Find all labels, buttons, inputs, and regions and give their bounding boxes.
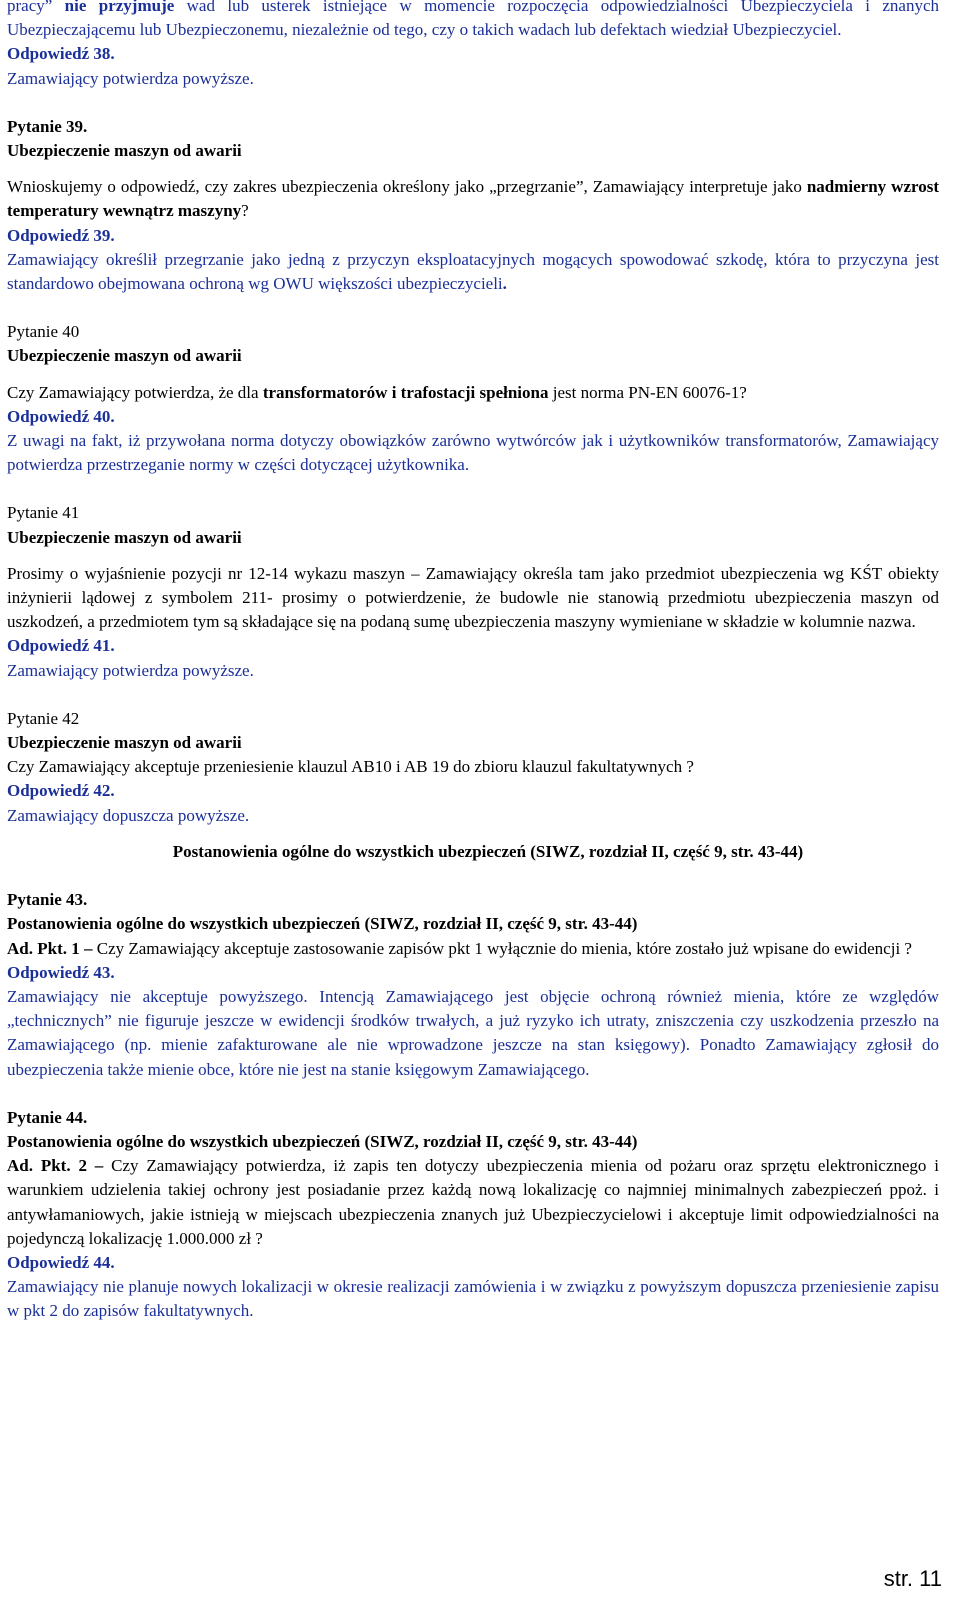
answer-44-label: Odpowiedź 44. — [7, 1252, 115, 1272]
answer-42-label: Odpowiedź 42. — [7, 781, 115, 801]
text-run: . — [502, 274, 507, 294]
question-39-label: Pytanie 39. — [7, 116, 88, 136]
answer-40-text: Z uwagi na fakt, iż przywołana norma dotyczy obowiązków zarówno wytwórców jak i użytkowników transformatorów, Zamawiający potwierdza przestrzeganie normy w części dotyczącej użytkownika. — [7, 431, 939, 475]
answer-39-text — [7, 248, 939, 296]
answer-41-text: Zamawiający potwierdza powyższe. — [7, 660, 254, 680]
question-39-topic: Ubezpieczenie maszyn od awarii — [7, 141, 242, 161]
text-run: Zamawiający określił przegrzanie jako jedną z przyczyn eksploatacyjnych mogących spowodować szkodę, która to przyczyna jest standardowo obejmowana ochroną wg OWU większości ubezpieczycieli — [7, 249, 939, 294]
question-40-text — [7, 381, 939, 405]
question-42-label: Pytanie 42 — [7, 708, 80, 728]
question-42-text: Czy Zamawiający akceptuje przeniesienie klauzul AB10 i AB 19 do zbioru klauzul fakultatywnych ? — [7, 757, 694, 777]
answer-40-label: Odpowiedź 40. — [7, 406, 115, 426]
answer-43-text: Zamawiający nie akceptuje powyższego. Intencją Zamawiającego jest objęcie ochroną również mienia, które ze względów „technicznych” nie figuruje jeszcze w ewidencji środków trwałych, a już ryzyko ich utraty, zniszczenia czy uszkodzenia przeszło na Zamawiającego (np. mienie zafakturowane ale nie wprowadzone jeszcze na stan księgowy). Ponadto Zamawiający zgłosił do ubezpieczenia także mienie obce, które nie jest na stanie księgowym Zamawiającego. — [7, 986, 939, 1079]
question-43-text — [7, 937, 939, 961]
point-reference: Ad. Pkt. 1 – — [7, 938, 93, 958]
emphasis-text: nie przyjmuje — [64, 0, 175, 15]
document-page — [7, 0, 939, 1324]
text-run: Czy Zamawiający potwierdza, że dla — [7, 382, 263, 402]
answer-43-label: Odpowiedź 43. — [7, 962, 115, 982]
answer-38-text: Zamawiający potwierdza powyższe. — [7, 68, 254, 88]
continuation-paragraph — [7, 0, 939, 42]
question-41-topic: Ubezpieczenie maszyn od awarii — [7, 527, 242, 547]
question-41-label: Pytanie 41 — [7, 503, 80, 523]
question-44-topic: Postanowienia ogólne do wszystkich ubezpieczeń (SIWZ, rozdział II, część 9, str. 43-44) — [7, 1131, 638, 1151]
question-43-label: Pytanie 43. — [7, 890, 88, 910]
question-40-topic: Ubezpieczenie maszyn od awarii — [7, 346, 242, 366]
text-run: jest norma PN-EN 60076-1? — [548, 382, 747, 402]
question-42-topic: Ubezpieczenie maszyn od awarii — [7, 733, 242, 753]
question-44-label: Pytanie 44. — [7, 1107, 88, 1127]
question-39-text — [7, 175, 939, 223]
answer-44-text: Zamawiający nie planuje nowych lokalizacji w okresie realizacji zamówienia i w związku z powyższym dopuszcza przeniesienie zapisu w pkt 2 do zapisów fakultatywnych. — [7, 1277, 939, 1321]
page-number: str. 11 — [883, 1566, 942, 1591]
answer-42-text: Zamawiający dopuszcza powyższe. — [7, 805, 250, 825]
answer-41-label: Odpowiedź 41. — [7, 636, 115, 656]
question-40-label: Pytanie 40 — [7, 322, 80, 342]
answer-38-label: Odpowiedź 38. — [7, 44, 115, 64]
text-run: pracy” — [7, 0, 65, 15]
text-run: Wnioskujemy o odpowiedź, czy zakres ubezpieczenia określony jako „przegrzanie”, Zamawiający interpretuje jako — [7, 177, 807, 197]
section-title: Postanowienia ogólne do wszystkich ubezpieczeń (SIWZ, rozdział II, część 9, str. 43-44) — [172, 841, 804, 861]
answer-39-label: Odpowiedź 39. — [7, 225, 115, 245]
text-run: ? — [241, 201, 249, 221]
question-44-text — [7, 1154, 939, 1251]
question-41-text: Prosimy o wyjaśnienie pozycji nr 12-14 wykazu maszyn – Zamawiający określa tam jako przedmiot ubezpieczenia wg KŚT obiekty inżynierii lądowej z symbolem 211- prosimy o potwierdzenie, że budowle nie stanowią przedmiotu ubezpieczenia maszyn od uszkodzeń, a przedmiotem tym są składające się na podaną sumę ubezpieczenia maszyny wymieniane w składzie w kolumnie nazwa. — [7, 563, 939, 632]
emphasis-text: nadmierny wzrost temperatury wewnątrz maszyny — [7, 177, 939, 221]
text-run: Czy Zamawiający akceptuje zastosowanie zapisów pkt 1 wyłącznie do mienia, które zostało już wpisane do ewidencji ? — [92, 938, 912, 958]
question-43-topic: Postanowienia ogólne do wszystkich ubezpieczeń (SIWZ, rozdział II, część 9, str. 43-44) — [7, 914, 638, 934]
point-reference: Ad. Pkt. 2 – — [7, 1156, 104, 1176]
emphasis-text: transformatorów i trafostacji spełniona — [262, 382, 549, 402]
text-run: Czy Zamawiający potwierdza, iż zapis ten dotyczy ubezpieczenia mienia od pożaru oraz sprzętu elektronicznego i warunkiem udzielenia takiej ochrony jest posiadanie przez każdą nową lokalizację co najmniej minimalnych zabezpieczeń ppoż. i antywłamaniowych, jakie istnieją w miejscach ubezpieczenia znanych już Ubezpieczycielowi i akceptuje limit odpowiedzialności na pojedynczą lokalizację 1.000.000 zł ? — [7, 1156, 939, 1248]
text-run: wad lub usterek istniejące w momencie rozpoczęcia odpowiedzialności Ubezpieczyciela i znanych Ubezpieczającemu lub Ubezpieczonemu, niezależnie od tego, czy o takich wadach lub defektach wiedział Ubezpieczyciel. — [7, 0, 939, 40]
